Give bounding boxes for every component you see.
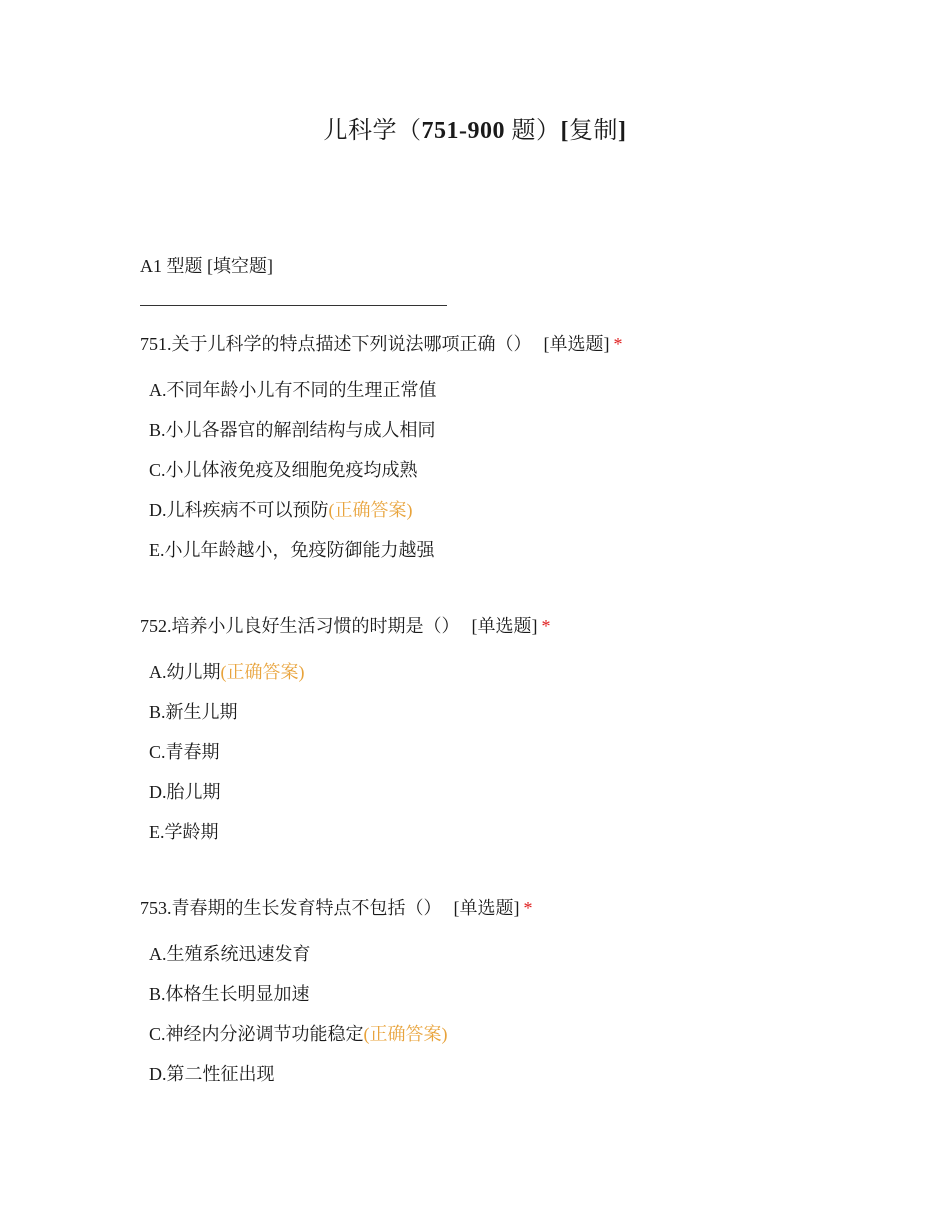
required-mark: * [523,898,533,918]
option-c [149,1022,900,1046]
option-b [149,418,900,442]
option-c [149,458,900,482]
option-b [149,700,900,724]
option-label: C.小儿体液免疫及细胞免疫均成熟 [149,460,418,480]
question-stem: 751.关于儿科学的特点描述下列说法哪项正确（） [140,334,532,354]
question-text [140,896,900,920]
question-type: [单选题] [543,334,610,354]
title-copy-tag: 复制 [569,118,618,144]
option-label: A.生殖系统迅速发育 [149,944,311,964]
correct-answer-mark: (正确答案) [328,500,413,520]
question-753 [140,896,900,1102]
option-label: A.幼儿期 [149,662,221,682]
option-label: C.神经内分泌调节功能稳定 [149,1024,364,1044]
section-label: A1 型题 [填空题] [140,256,273,276]
option-label: D.儿科疾病不可以预防 [149,500,329,520]
option-list [149,378,900,562]
option-a [149,378,900,402]
question-type: [单选题] [453,898,520,918]
option-c [149,740,900,764]
question-text [140,614,900,638]
title-suffix: 题） [505,118,561,144]
option-label: A.不同年龄小儿有不同的生理正常值 [149,380,437,400]
option-label: E.小儿年龄越小，免疫防御能力越强 [149,540,435,560]
title-prefix: 儿科学（ [323,118,422,144]
option-a [149,660,900,684]
title-range: 751-900 [421,118,505,144]
page-title [0,110,950,145]
option-list [149,942,900,1086]
option-label: B.新生儿期 [149,702,238,722]
question-stem: 753.青春期的生长发育特点不包括（） [140,898,442,918]
required-mark: * [613,334,623,354]
option-label: B.体格生长明显加速 [149,984,310,1004]
option-label: D.第二性征出现 [149,1064,275,1084]
question-751 [140,332,900,578]
option-e [149,538,900,562]
title-bracket-close: ] [618,118,627,144]
question-stem: 752.培养小儿良好生活习惯的时期是（） [140,616,460,636]
option-label: C.青春期 [149,742,220,762]
option-list [149,660,900,844]
option-d [149,780,900,804]
title-bracket-open: [ [560,118,569,144]
question-text [140,332,900,356]
correct-answer-mark: (正确答案) [220,662,305,682]
question-752 [140,614,900,860]
option-label: E.学龄期 [149,822,219,842]
option-d [149,1062,900,1086]
option-d [149,498,900,522]
option-label: D.胎儿期 [149,782,221,802]
fill-blank-line [140,305,447,306]
correct-answer-mark: (正确答案) [363,1024,448,1044]
option-a [149,942,900,966]
option-e [149,820,900,844]
option-b [149,982,900,1006]
required-mark: * [541,616,551,636]
question-type: [单选题] [471,616,538,636]
option-label: B.小儿各器官的解剖结构与成人相同 [149,420,436,440]
